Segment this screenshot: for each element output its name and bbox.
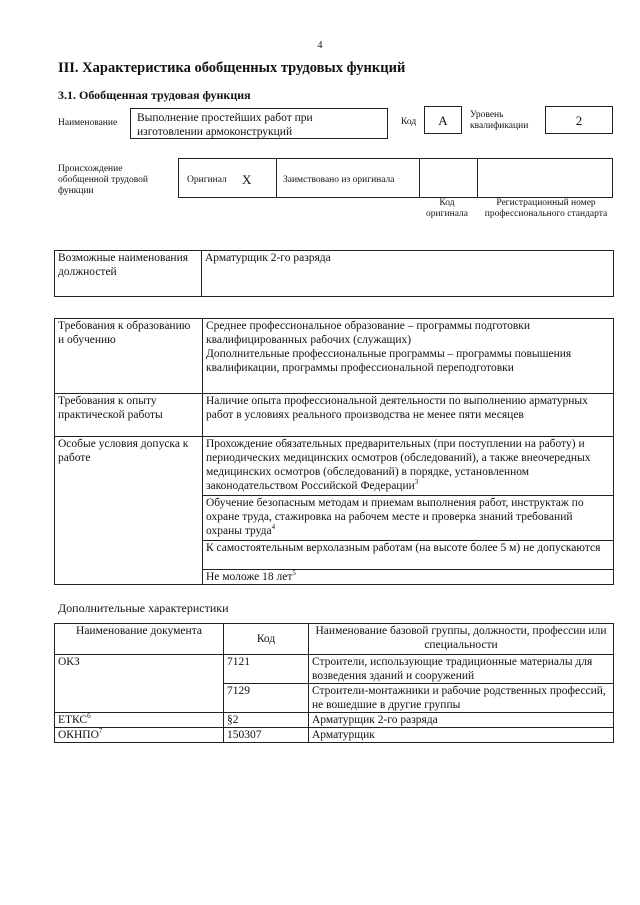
additional-row bbox=[55, 713, 614, 728]
footnote-4: 4 bbox=[271, 523, 276, 532]
doc-etks-text: ЕТКС bbox=[58, 714, 88, 726]
doc-oknpo-text: ОКНПО bbox=[58, 729, 99, 741]
reg-number-caption: Регистрационный номер профессионального стандарта bbox=[484, 198, 608, 219]
group-name-7129: Строители-монтажники и рабочие родственных профессий, не вошедшие в другие группы bbox=[309, 684, 614, 713]
req-education-label: Требования к образованию и обучению bbox=[55, 319, 203, 394]
footnote-3: 3 bbox=[414, 478, 419, 487]
original-label: Оригинал bbox=[187, 175, 227, 185]
origin-box bbox=[178, 158, 613, 198]
req-education-values bbox=[203, 319, 614, 394]
footnote-5: 5 bbox=[292, 569, 296, 578]
level-label: Уровень квалификации bbox=[470, 110, 529, 131]
req-education-item-1: Среднее профессиональное образование – программы подготовки квалифицированных рабочих (служащих) bbox=[206, 320, 531, 346]
req-special-item-1-text: Прохождение обязательных предварительных (при поступлении на работу) и периодических медицинских осмотров (обследований), а также внеочередных медицинских осмотров (обследований) в порядке, установленном законодательством Российской Федерации bbox=[206, 438, 591, 492]
req-special-item-3: К самостоятельным верхолазным работам (на высоте более 5 м) не допускаются bbox=[203, 541, 614, 570]
borrowed-label: Заимствовано из оригинала bbox=[283, 175, 395, 185]
requirements-table bbox=[54, 318, 614, 585]
code-label: Код bbox=[401, 117, 417, 127]
footnote-6: 6 bbox=[87, 712, 91, 721]
req-education-row bbox=[55, 319, 614, 394]
origin-divider-2 bbox=[419, 159, 420, 197]
code-7129: 7129 bbox=[224, 684, 309, 713]
group-name-7121: Строители, использующие традиционные материалы для возведения зданий и сооружений bbox=[309, 655, 614, 684]
code-par2: §2 bbox=[224, 713, 309, 728]
positions-label: Возможные наименования должностей bbox=[55, 251, 202, 297]
positions-table bbox=[54, 250, 614, 297]
group-name-etks: Арматурщик 2-го разряда bbox=[309, 713, 614, 728]
original-mark: X bbox=[242, 172, 252, 187]
name-label: Наименование bbox=[58, 118, 118, 128]
origin-label: Происхождение обобщенной трудовой функции bbox=[58, 164, 148, 196]
origin-divider-3 bbox=[477, 159, 478, 197]
header-group-name: Наименование базовой группы, должности, профессии или специальности bbox=[309, 624, 614, 655]
additional-row bbox=[55, 728, 614, 743]
req-special-label: Особые условия допуска к работе bbox=[55, 437, 203, 585]
group-name-oknpo: Арматурщик bbox=[309, 728, 614, 743]
req-experience-value: Наличие опыта профессиональной деятельности по выполнению арматурных работ в условиях реального производства не менее пяти месяцев bbox=[203, 394, 614, 437]
req-special-item-4-text: Не моложе 18 лет bbox=[206, 571, 293, 583]
header-document: Наименование документа bbox=[55, 624, 224, 655]
additional-title: Дополнительные характеристики bbox=[58, 601, 229, 615]
req-special-item-2 bbox=[203, 496, 614, 541]
positions-value: Арматурщик 2-го разряда bbox=[202, 251, 614, 297]
code-7121: 7121 bbox=[224, 655, 309, 684]
req-experience-row bbox=[55, 394, 614, 437]
page-number: 4 bbox=[317, 40, 323, 51]
req-special-row-1 bbox=[55, 437, 614, 496]
doc-etks bbox=[55, 713, 224, 728]
additional-row bbox=[55, 655, 614, 684]
req-experience-label: Требования к опыту практической работы bbox=[55, 394, 203, 437]
function-name-box: Выполнение простейших работ при изготовлении армоконструкций bbox=[130, 108, 388, 139]
origin-divider-1 bbox=[276, 159, 277, 197]
code-150307: 150307 bbox=[224, 728, 309, 743]
footnote-7: 7 bbox=[98, 727, 103, 736]
req-special-item-4 bbox=[203, 570, 614, 585]
additional-header-row bbox=[55, 624, 614, 655]
positions-row bbox=[55, 251, 614, 297]
code-original-caption: Код оригинала bbox=[426, 198, 468, 219]
doc-oknpo bbox=[55, 728, 224, 743]
req-special-item-2-text: Обучение безопасным методам и приемам выполнения работ, инструктаж по охране труда, стажировка на рабочем месте и проверка знаний требований охраны труда bbox=[206, 497, 584, 537]
additional-table bbox=[54, 623, 614, 743]
header-code: Код bbox=[224, 624, 309, 655]
level-value-box: 2 bbox=[545, 106, 613, 134]
subsection-title: 3.1. Обобщенная трудовая функция bbox=[58, 88, 251, 102]
code-value-box: А bbox=[424, 106, 462, 134]
req-education-item-2: Дополнительные профессиональные программы – программы повышения квалификации, программы профессиональной переподготовки bbox=[206, 348, 572, 374]
req-special-item-1 bbox=[203, 437, 614, 496]
doc-okz: ОКЗ bbox=[55, 655, 224, 713]
section-title: III. Характеристика обобщенных трудовых функций bbox=[58, 60, 406, 76]
